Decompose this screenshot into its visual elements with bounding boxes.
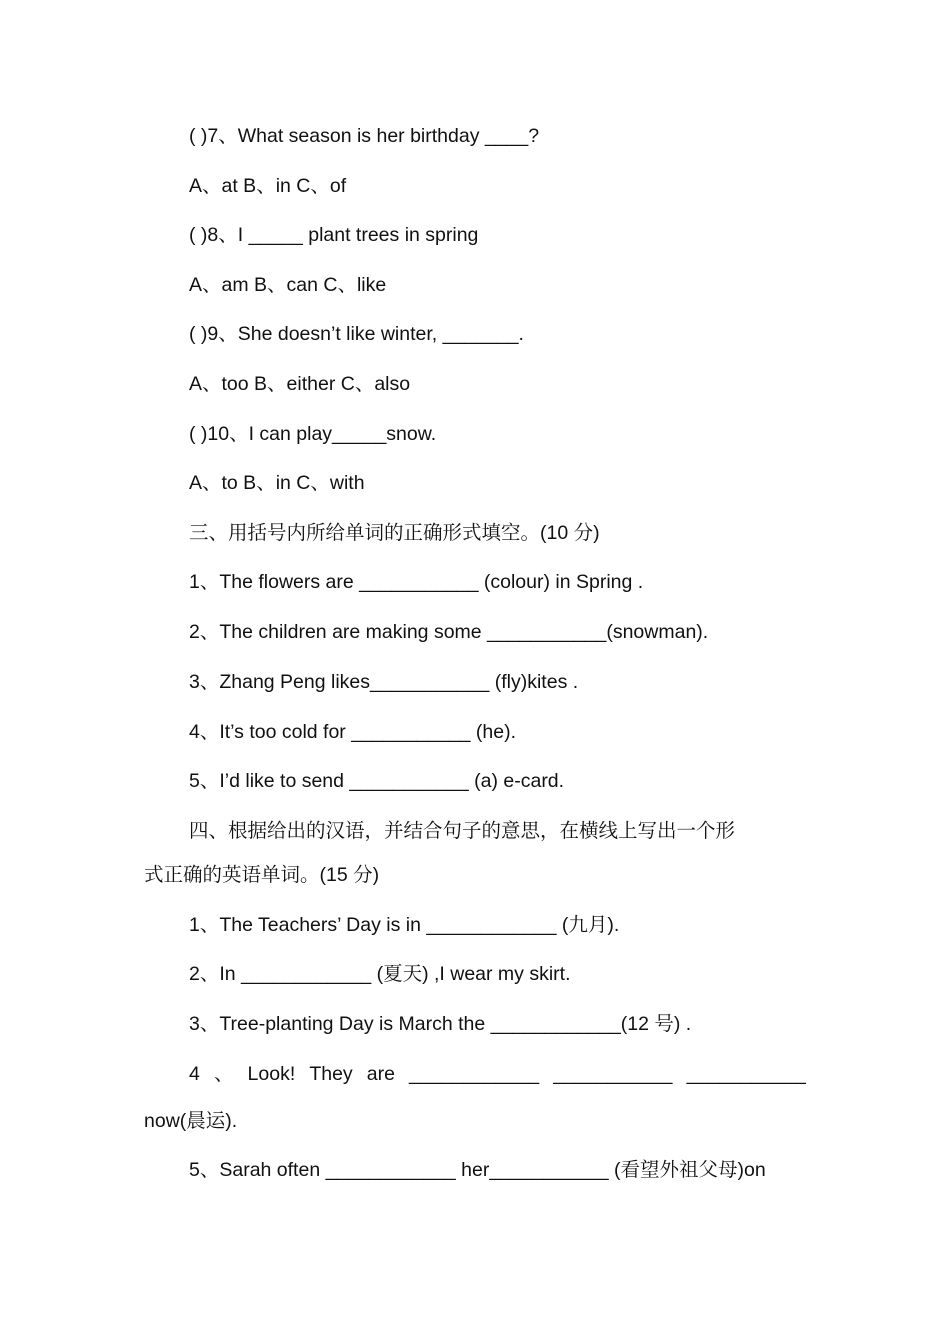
question-9: ( )9、She doesn’t like winter, _______. — [189, 323, 524, 345]
question-7: ( )7、What season is her birthday ____? — [189, 125, 540, 147]
section-4-item-4 — [189, 1060, 806, 1088]
section-4-item-3: 3、Tree-planting Day is March the ____________(12 号) . — [189, 1013, 692, 1035]
question-10-options: A、to B、in C、with — [189, 472, 365, 494]
question-8: ( )8、I _____ plant trees in spring — [189, 224, 479, 246]
section-3-item-3: 3、Zhang Peng likes___________ (fly)kites . — [189, 671, 579, 693]
question-10: ( )10、I can play_____snow. — [189, 423, 437, 445]
section-3-item-4: 4、It’s too cold for ___________ (he). — [189, 721, 517, 743]
section-4-heading-line-2: 式正确的英语单词。(15 分) — [144, 864, 380, 886]
section-3-item-1: 1、The flowers are ___________ (colour) in Spring . — [189, 571, 644, 593]
section-4-heading-line-1: 四、根据给出的汉语，并结合句子的意思，在横线上写出一个形 — [189, 820, 736, 842]
question-7-options: A、at B、in C、of — [189, 175, 347, 197]
item-4-blank-1: ____________ — [409, 1063, 540, 1085]
section-3-heading: 三、用括号内所给单词的正确形式填空。(10 分) — [189, 522, 600, 544]
section-3-item-2: 2、The children are making some ___________(snowman). — [189, 621, 709, 643]
item-4-word-look: Look! — [247, 1063, 296, 1085]
section-4-item-1: 1、The Teachers’ Day is in ____________ (九月). — [189, 914, 620, 936]
question-9-options: A、too B、either C、also — [189, 373, 411, 395]
section-4-item-5: 5、Sarah often ____________ her___________ (看望外祖父母)on — [189, 1159, 766, 1181]
item-4-blank-2: ___________ — [553, 1063, 673, 1085]
item-4-separator: 、 — [213, 1063, 234, 1085]
item-4-word-are: are — [366, 1063, 395, 1085]
section-4-item-4-continued: now(晨运). — [144, 1110, 238, 1132]
question-8-options: A、am B、can C、like — [189, 274, 387, 296]
section-4-item-2: 2、In ____________ (夏天) ,I wear my skirt. — [189, 963, 571, 985]
item-4-number: 4 — [189, 1063, 200, 1085]
section-3-item-5: 5、I’d like to send ___________ (a) e-card. — [189, 770, 565, 792]
item-4-word-they: They — [309, 1063, 353, 1085]
item-4-blank-3: ___________ — [686, 1063, 806, 1085]
